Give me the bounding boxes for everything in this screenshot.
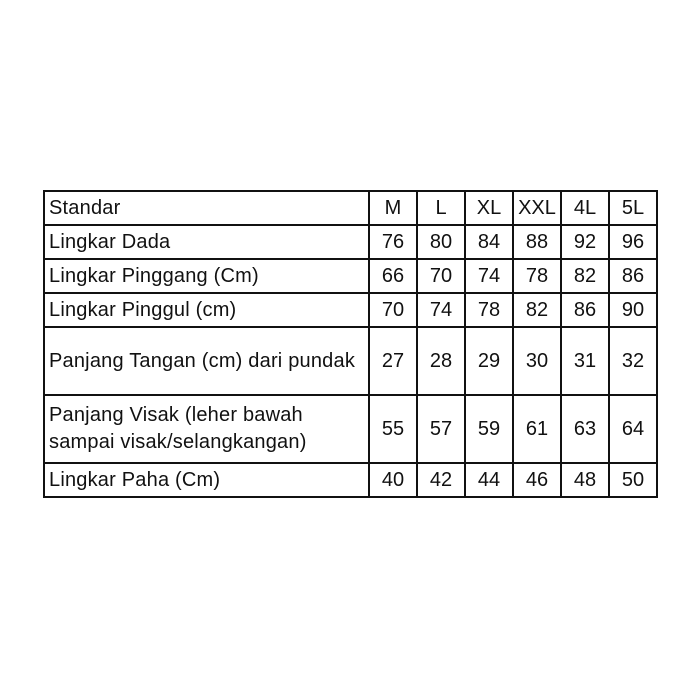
size-chart-table: [43, 190, 658, 498]
header-size-m: M: [369, 191, 417, 225]
value-cell: 57: [417, 395, 465, 463]
table-header-row: [44, 191, 657, 225]
header-label-cell: Standar: [44, 191, 369, 225]
value-cell: 28: [417, 327, 465, 395]
value-cell: 76: [369, 225, 417, 259]
header-size-4l: 4L: [561, 191, 609, 225]
row-label-cell: Panjang Tangan (cm) dari pundak: [44, 327, 369, 395]
row-label-cell: Lingkar Dada: [44, 225, 369, 259]
value-cell: 40: [369, 463, 417, 497]
value-cell: 44: [465, 463, 513, 497]
value-cell: 90: [609, 293, 657, 327]
value-cell: 32: [609, 327, 657, 395]
row-label-cell: Panjang Visak (leher bawah sampai visak/selangkangan): [44, 395, 369, 463]
value-cell: 70: [369, 293, 417, 327]
value-cell: 82: [513, 293, 561, 327]
table-row: [44, 293, 657, 327]
value-cell: 48: [561, 463, 609, 497]
header-size-l: L: [417, 191, 465, 225]
value-cell: 86: [561, 293, 609, 327]
table-row: [44, 259, 657, 293]
table-row: [44, 395, 657, 463]
value-cell: 61: [513, 395, 561, 463]
value-cell: 59: [465, 395, 513, 463]
header-size-xl: XL: [465, 191, 513, 225]
value-cell: 29: [465, 327, 513, 395]
row-label-cell: Lingkar Pinggul (cm): [44, 293, 369, 327]
value-cell: 92: [561, 225, 609, 259]
value-cell: 86: [609, 259, 657, 293]
value-cell: 88: [513, 225, 561, 259]
value-cell: 96: [609, 225, 657, 259]
value-cell: 78: [465, 293, 513, 327]
header-size-5l: 5L: [609, 191, 657, 225]
value-cell: 80: [417, 225, 465, 259]
value-cell: 27: [369, 327, 417, 395]
value-cell: 70: [417, 259, 465, 293]
value-cell: 42: [417, 463, 465, 497]
table-row: [44, 327, 657, 395]
value-cell: 78: [513, 259, 561, 293]
table-row: [44, 225, 657, 259]
table-row: [44, 463, 657, 497]
value-cell: 74: [417, 293, 465, 327]
value-cell: 46: [513, 463, 561, 497]
value-cell: 82: [561, 259, 609, 293]
header-size-xxl: XXL: [513, 191, 561, 225]
value-cell: 74: [465, 259, 513, 293]
value-cell: 30: [513, 327, 561, 395]
value-cell: 64: [609, 395, 657, 463]
value-cell: 84: [465, 225, 513, 259]
value-cell: 50: [609, 463, 657, 497]
value-cell: 31: [561, 327, 609, 395]
value-cell: 63: [561, 395, 609, 463]
value-cell: 66: [369, 259, 417, 293]
row-label-cell: Lingkar Paha (Cm): [44, 463, 369, 497]
value-cell: 55: [369, 395, 417, 463]
row-label-cell: Lingkar Pinggang (Cm): [44, 259, 369, 293]
